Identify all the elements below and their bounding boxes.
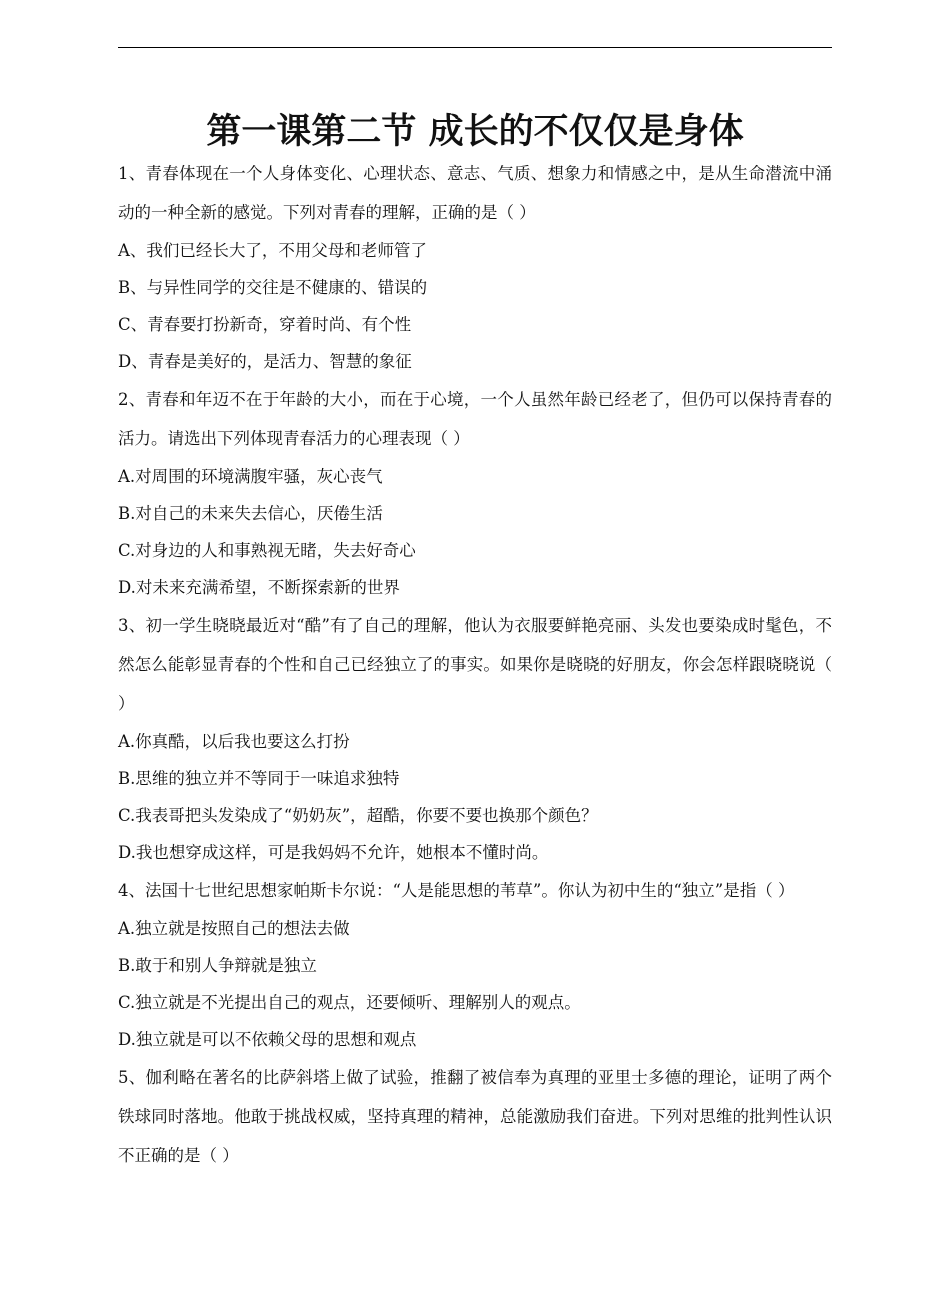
question-stem: 5、伽利略在著名的比萨斜塔上做了试验，推翻了被信奉为真理的亚里士多德的理论，证明了两个铁球同时落地。他敢于挑战权威，坚持真理的精神，总能激励我们奋进。下列对思维的批判性认识不正确的是（ ） (118, 1068, 832, 1165)
question-2 (118, 380, 832, 606)
option-b: B.敢于和别人争辩就是独立 (118, 956, 317, 975)
option-c: C.我表哥把头发染成了“奶奶灰”，超酷，你要不要也换那个颜色？ (118, 806, 598, 825)
option-a: A.独立就是按照自己的想法去做 (118, 919, 350, 938)
header-rule (118, 47, 832, 48)
option-a: A.对周围的环境满腹牢骚，灰心丧气 (118, 467, 383, 486)
option-d: D、青春是美好的，是活力、智慧的象征 (118, 352, 412, 371)
option-a: A、我们已经长大了，不用父母和老师管了 (118, 241, 427, 260)
option-c: C.对身边的人和事熟视无睹，失去好奇心 (118, 541, 416, 560)
question-5 (118, 1058, 832, 1175)
option-c: C.独立就是不光提出自己的观点，还要倾听、理解别人的观点。 (118, 993, 581, 1012)
option-c: C、青春要打扮新奇，穿着时尚、有个性 (118, 315, 412, 334)
question-3 (118, 606, 832, 871)
question-4 (118, 871, 832, 1058)
page-title: 第一课第二节 成长的不仅仅是身体 (206, 112, 744, 152)
option-b: B.对自己的未来失去信心，厌倦生活 (118, 504, 383, 523)
question-stem: 4、法国十七世纪思想家帕斯卡尔说：“人是能思想的苇草”。你认为初中生的“独立”是指（ ） (118, 881, 795, 900)
option-d: D.我也想穿成这样，可是我妈妈不允许，她根本不懂时尚。 (118, 843, 549, 862)
option-b: B、与异性同学的交往是不健康的、错误的 (118, 278, 428, 297)
option-d: D.对未来充满希望，不断探索新的世界 (118, 578, 400, 597)
question-stem: 2、青春和年迈不在于年龄的大小，而在于心境，一个人虽然年龄已经老了，但仍可以保持青春的活力。请选出下列体现青春活力的心理表现（ ） (118, 390, 832, 448)
option-d: D.独立就是可以不依赖父母的思想和观点 (118, 1030, 417, 1049)
question-stem: 1、青春体现在一个人身体变化、心理状态、意志、气质、想象力和情感之中，是从生命潜流中涌动的一种全新的感觉。下列对青春的理解，正确的是（ ） (118, 164, 832, 222)
question-1 (118, 154, 832, 380)
question-stem: 3、初一学生晓晓最近对“酷”有了自己的理解，他认为衣服要鲜艳亮丽、头发也要染成时髦色，不然怎么能彰显青春的个性和自己已经独立了的事实。如果你是晓晓的好朋友，你会怎样跟晓晓说（ ） (118, 616, 832, 713)
option-a: A.你真酷，以后我也要这么打扮 (118, 732, 350, 751)
question-list (118, 154, 832, 1175)
option-b: B.思维的独立并不等同于一味追求独特 (118, 769, 400, 788)
